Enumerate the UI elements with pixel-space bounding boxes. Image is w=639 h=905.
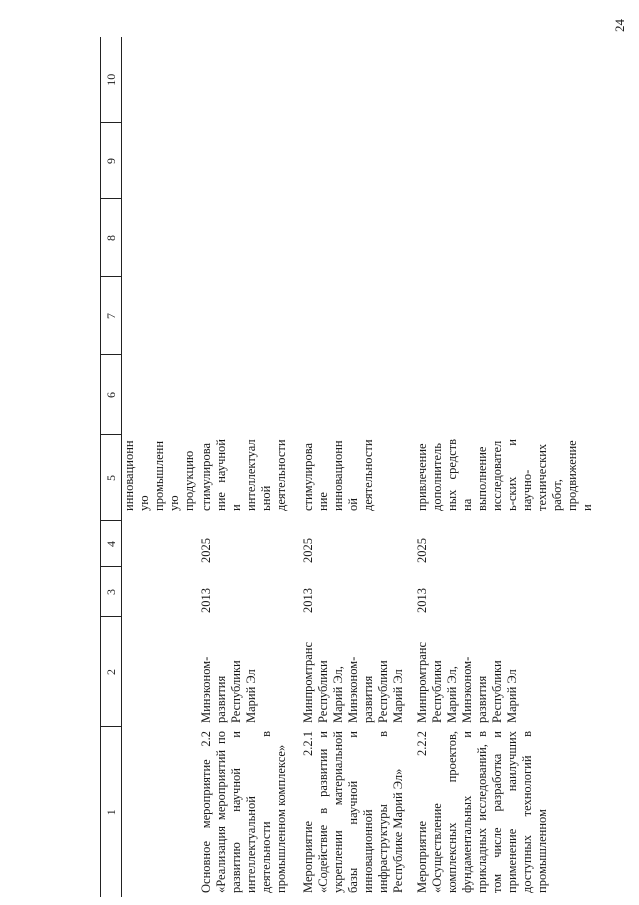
- rotated-table-container: [100, 37, 630, 897]
- column-header: 9: [101, 123, 122, 199]
- continuation-text: инновационную промышленную продукцию: [122, 440, 196, 511]
- column-header: 4: [101, 521, 122, 567]
- column-number-row: [101, 37, 122, 897]
- start-year: 2013: [199, 588, 213, 613]
- column-header: 7: [101, 277, 122, 355]
- program-table: [100, 37, 595, 897]
- responsible-executor: Минэконом-развития Республики Марий Эл: [199, 656, 258, 723]
- continuation-row: [122, 37, 198, 897]
- end-year: 2025: [415, 538, 429, 563]
- start-year: 2013: [301, 588, 315, 613]
- responsible-executor: Минпромтранс Республики Марий Эл, Минэконом-развития Республики Марий Эл: [415, 641, 519, 723]
- column-header: 6: [101, 355, 122, 435]
- end-year: 2025: [199, 538, 213, 563]
- table-row: [197, 37, 299, 897]
- event-name: Мероприятие 2.2.2 «Осуществление комплексных проектов, фундаментальных и прикладных исследований, в том числе разработка и применение наилучших доступных технологий в промышленном: [415, 731, 549, 893]
- column-header: 5: [101, 435, 122, 521]
- event-name: Мероприятие 2.2.1 «Содействие в развитии и укреплении материальной базы научной и инновационной инфраструктуры в Республике Марий Эл»: [301, 731, 405, 893]
- expected-result: стимулирование инновационной деятельности: [301, 439, 375, 511]
- responsible-executor: Минпромтранс Республики Марий Эл, Минэконом-развития Республики Марий Эл: [301, 641, 405, 723]
- table-row: [299, 37, 413, 897]
- end-year: 2025: [301, 538, 315, 563]
- expected-result: стимулирование научной и интеллектуальной деятельности: [199, 439, 288, 511]
- start-year: 2013: [415, 588, 429, 613]
- column-header: 3: [101, 567, 122, 617]
- page-number: 24: [612, 19, 627, 32]
- column-header: 8: [101, 199, 122, 277]
- column-header: 1: [101, 727, 122, 897]
- column-header: 2: [101, 617, 122, 727]
- table-row: [413, 37, 595, 897]
- column-header: 10: [101, 37, 122, 123]
- event-name: Основное мероприятие 2.2 «Реализация мероприятий по развитию научной и интеллектуальной деятельности в промышленном комплексе»: [199, 731, 288, 893]
- expected-result: привлечение дополнительных средств на выполнение исследователь-ских и научно-технических работ, продвижение и: [415, 439, 594, 511]
